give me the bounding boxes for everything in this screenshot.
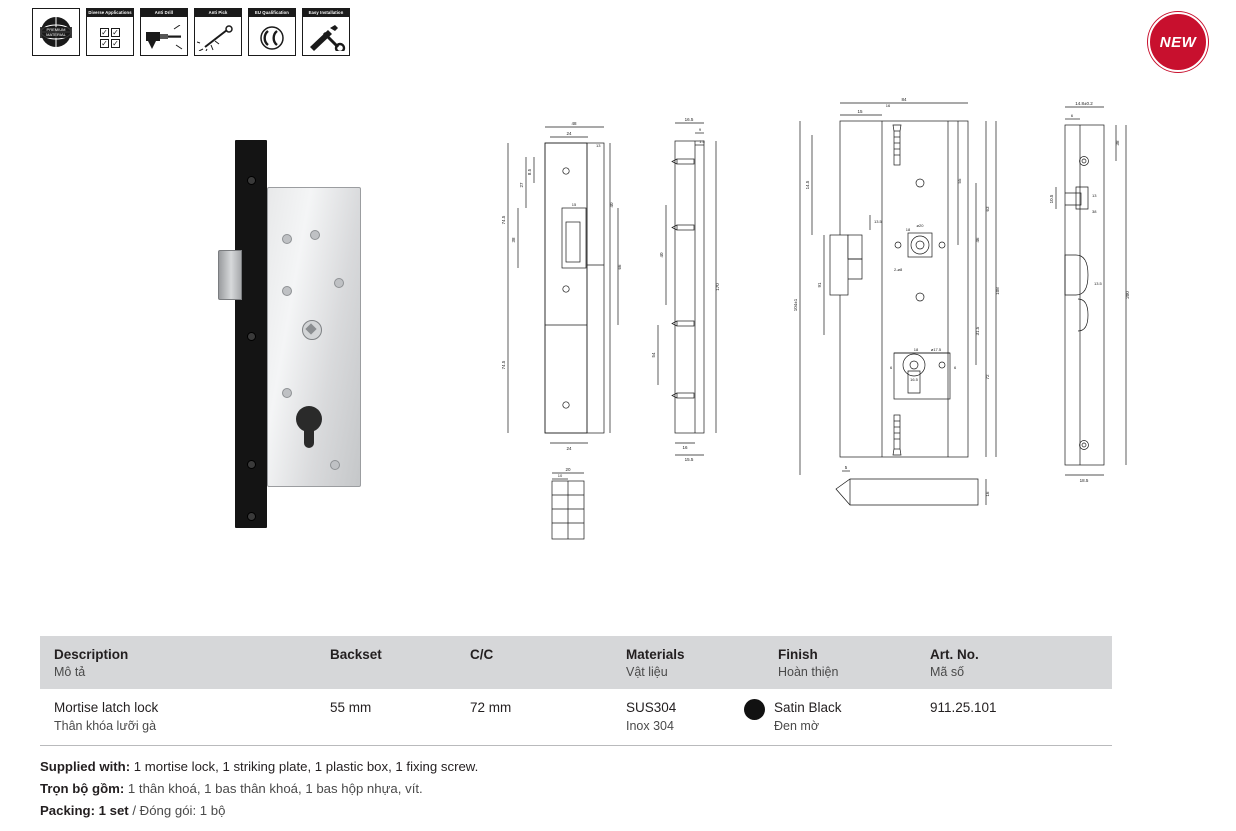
svg-text:38: 38 [511, 237, 516, 243]
svg-text:55: 55 [957, 178, 962, 184]
svg-text:31.5: 31.5 [975, 326, 980, 336]
svg-text:15: 15 [857, 109, 863, 114]
svg-text:13: 13 [596, 143, 601, 148]
new-badge: NEW [1148, 12, 1208, 72]
header-backset: Backset [330, 647, 382, 662]
header-art-no: Art. No. Mã số [930, 647, 979, 679]
svg-text:170: 170 [715, 283, 720, 291]
table-row [40, 689, 1112, 746]
faceplate-screw-hole [247, 460, 256, 469]
case-rivet [334, 278, 344, 288]
svg-text:104±1: 104±1 [793, 298, 798, 312]
table-header-row [40, 636, 1112, 689]
svg-text:13.5: 13.5 [874, 219, 882, 224]
svg-text:6: 6 [954, 365, 957, 370]
svg-text:10.5: 10.5 [1049, 194, 1054, 204]
lock-case-body [267, 187, 361, 487]
anti-drill-caption: Anti Drill [141, 9, 187, 17]
product-photo [180, 140, 400, 540]
svg-text:40: 40 [659, 252, 664, 258]
drawing-striking-plate [1049, 101, 1130, 483]
svg-text:15: 15 [571, 202, 577, 207]
eu-qualification-caption: EU Qualification [249, 9, 295, 17]
easy-installation-caption: Easy Installation [303, 9, 349, 17]
svg-text:MATERIAL: MATERIAL [46, 31, 66, 37]
svg-text:9: 9 [698, 127, 702, 132]
specification-table [40, 636, 1112, 822]
technical-drawings-svg [490, 75, 1190, 545]
case-rivet [282, 234, 292, 244]
header-finish: Finish Hoàn thiện [778, 647, 839, 679]
diverse-applications-icon: Diverse Applications ✓ ✓ ✓ ✓ [86, 8, 134, 56]
technical-drawings [490, 75, 1190, 545]
lock-latch-bolt [218, 250, 242, 300]
case-rivet [282, 286, 292, 296]
svg-text:PREMIUM: PREMIUM [46, 26, 66, 32]
drawing-faceplate-front [501, 121, 622, 451]
svg-text:63: 63 [985, 206, 990, 212]
svg-text:16.5: 16.5 [910, 377, 918, 382]
svg-text:72: 72 [985, 374, 990, 380]
feature-icon-strip [32, 8, 350, 56]
svg-text:200: 200 [1125, 291, 1130, 299]
svg-text:54: 54 [651, 352, 656, 358]
svg-text:74.5: 74.5 [501, 215, 506, 225]
svg-text:8.5: 8.5 [527, 168, 532, 176]
svg-text:16: 16 [682, 445, 688, 450]
case-rivet [282, 388, 292, 398]
supply-notes [40, 746, 1112, 822]
cell-finish: Satin Black Đen mờ [778, 698, 930, 735]
svg-text:91: 91 [817, 282, 822, 288]
svg-text:24: 24 [566, 446, 572, 451]
svg-text:10: 10 [557, 473, 563, 478]
case-rivet [330, 460, 340, 470]
cell-art-no: 911.25.101 [930, 700, 997, 715]
header-cc: C/C [470, 647, 494, 662]
svg-text:15.5: 15.5 [684, 457, 694, 462]
svg-text:6: 6 [890, 365, 893, 370]
note-supplied-with: Supplied with: 1 mortise lock, 1 striking plate, 1 plastic box, 1 fixing screw. [40, 759, 479, 774]
cell-materials: SUS304 Inox 304 [626, 700, 677, 733]
drawing-lock-case [793, 97, 1000, 475]
note-supplied-with-vi: Trọn bộ gồm: 1 thân khoá, 1 bas thân khoá, 1 bas hộp nhựa, vít. [40, 781, 423, 796]
svg-text:20: 20 [565, 467, 571, 472]
finish-color-swatch [744, 699, 765, 720]
diverse-applications-caption: Diverse Applications [88, 10, 132, 15]
svg-text:18.5: 18.5 [1079, 478, 1089, 483]
note-packing: Packing: 1 set / Đóng gói: 1 bộ [40, 803, 226, 818]
svg-text:14.8±0.2: 14.8±0.2 [1075, 101, 1093, 106]
svg-text:16: 16 [985, 491, 990, 497]
svg-text:13: 13 [1092, 193, 1097, 198]
cell-cc: 72 mm [470, 700, 512, 715]
svg-text:13.5: 13.5 [1094, 281, 1102, 286]
anti-pick-caption: Anti Pick [195, 9, 241, 17]
svg-text:74.5: 74.5 [501, 360, 506, 370]
drawing-small-bracket [552, 467, 584, 539]
case-rivet [310, 230, 320, 240]
svg-text:48: 48 [571, 121, 577, 126]
eu-qualification-icon [248, 8, 296, 56]
svg-text:ø20: ø20 [916, 223, 924, 228]
anti-drill-icon [140, 8, 188, 56]
svg-text:1.5: 1.5 [699, 139, 705, 144]
svg-text:ø17.5: ø17.5 [930, 347, 942, 352]
follower-spindle-hole [302, 320, 322, 340]
svg-text:24: 24 [566, 131, 572, 136]
svg-text:18: 18 [905, 227, 911, 232]
euro-cylinder-hole [296, 406, 322, 450]
svg-text:108: 108 [995, 287, 1000, 295]
svg-text:40: 40 [609, 202, 614, 208]
svg-text:38: 38 [1092, 209, 1097, 214]
premium-material-icon [32, 8, 80, 56]
svg-text:84: 84 [901, 97, 907, 102]
svg-text:16.5: 16.5 [684, 117, 694, 122]
faceplate-screw-hole [247, 176, 256, 185]
svg-text:6: 6 [1070, 113, 1074, 118]
easy-installation-icon [302, 8, 350, 56]
svg-text:27: 27 [519, 182, 524, 188]
lock-faceplate [235, 140, 267, 528]
cell-description: Mortise latch lock Thân khóa lưỡi gà [54, 700, 159, 733]
anti-pick-icon [194, 8, 242, 56]
header-description: Description Mô tả [54, 647, 129, 679]
cell-backset: 55 mm [330, 700, 372, 715]
drawing-strike-wedge [836, 465, 990, 505]
drawing-faceplate-side [651, 117, 720, 462]
svg-text:38: 38 [1115, 140, 1120, 146]
svg-text:2-ø8: 2-ø8 [894, 267, 903, 272]
svg-text:5: 5 [844, 465, 848, 470]
svg-text:18: 18 [913, 347, 919, 352]
svg-text:66: 66 [617, 264, 622, 270]
faceplate-screw-hole [247, 512, 256, 521]
svg-text:16: 16 [885, 103, 891, 108]
svg-text:14.5: 14.5 [805, 180, 810, 190]
svg-text:46: 46 [975, 237, 980, 243]
header-materials: Materials Vật liệu [626, 647, 685, 679]
faceplate-screw-hole [247, 332, 256, 341]
